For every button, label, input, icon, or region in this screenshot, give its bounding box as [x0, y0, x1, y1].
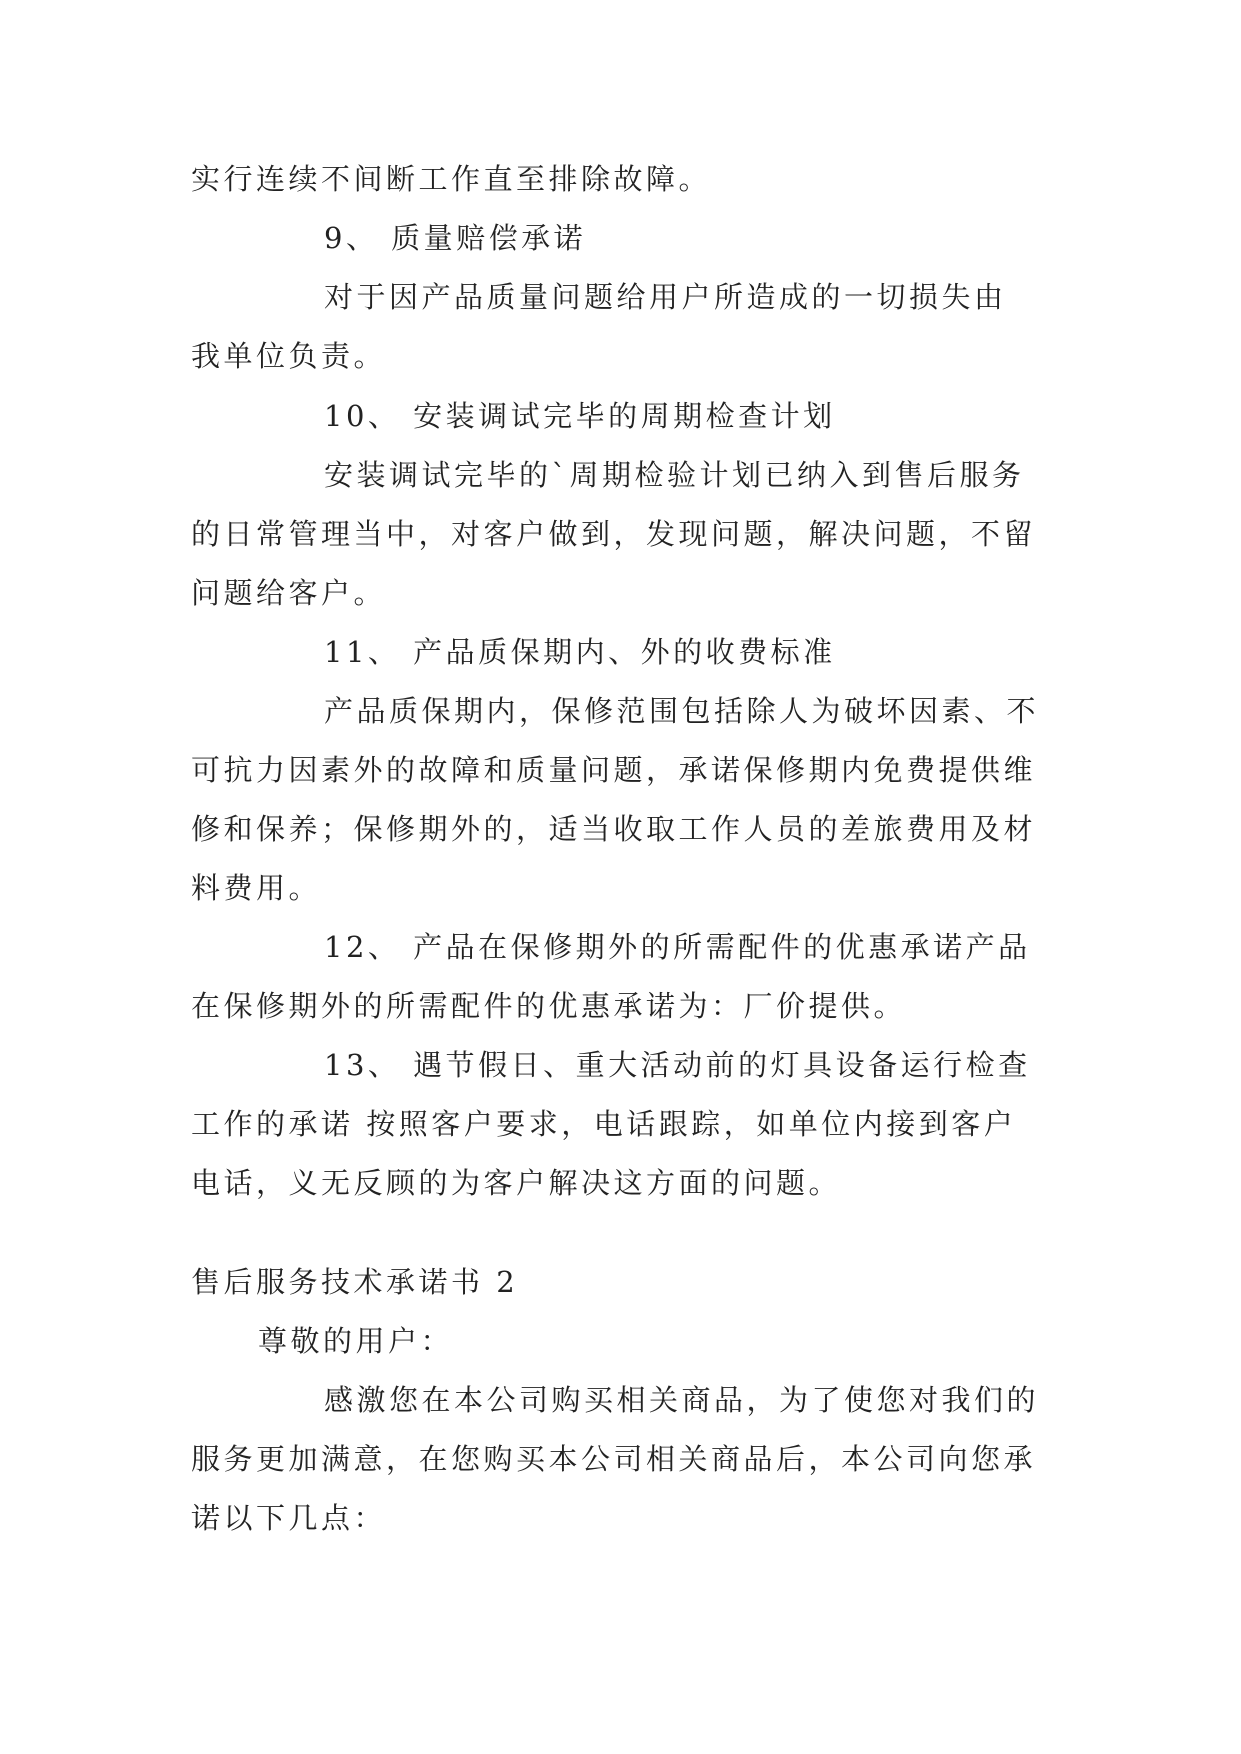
- text-line: 料费用。: [191, 871, 322, 905]
- text-line: 在保修期外的所需配件的优惠承诺为：厂价提供。: [191, 989, 907, 1023]
- text-line: 的日常管理当中，对客户做到，发现问题，解决问题，不留: [191, 517, 1037, 551]
- text-line: 产品质保期内，保修范围包括除人为破坏因素、不: [324, 694, 1040, 728]
- text-line: 问题给客户。: [191, 576, 387, 610]
- text-line: 诺以下几点：: [191, 1501, 387, 1535]
- text-line: 实行连续不间断工作直至排除故障。: [191, 162, 712, 196]
- section-heading-9: 9、 质量赔偿承诺: [324, 221, 587, 255]
- salutation: 尊敬的用户：: [258, 1324, 454, 1358]
- text-line: 对于因产品质量问题给用户所造成的一切损失由: [324, 280, 1007, 314]
- text-line: 感激您在本公司购买相关商品，为了使您对我们的: [324, 1383, 1040, 1417]
- text-line: 我单位负责。: [191, 339, 387, 373]
- section-heading-13: 13、 遇节假日、重大活动前的灯具设备运行检查: [324, 1048, 1031, 1082]
- text-line: 服务更加满意，在您购买本公司相关商品后，本公司向您承: [191, 1442, 1037, 1476]
- section-heading-12: 12、 产品在保修期外的所需配件的优惠承诺产品: [324, 930, 1031, 964]
- text-line: 修和保养；保修期外的，适当收取工作人员的差旅费用及材: [191, 812, 1037, 846]
- text-line: 可抗力因素外的故障和质量问题，承诺保修期内免费提供维: [191, 753, 1037, 787]
- text-line: 工作的承诺 按照客户要求，电话跟踪，如单位内接到客户: [191, 1107, 1017, 1141]
- document-title: 售后服务技术承诺书 2: [191, 1265, 519, 1299]
- text-line: 电话，义无反顾的为客户解决这方面的问题。: [191, 1166, 842, 1200]
- text-line: 安装调试完毕的`周期检验计划已纳入到售后服务: [324, 458, 1025, 492]
- section-heading-10: 10、 安装调试完毕的周期检查计划: [324, 399, 836, 433]
- section-heading-11: 11、 产品质保期内、外的收费标准: [324, 635, 836, 669]
